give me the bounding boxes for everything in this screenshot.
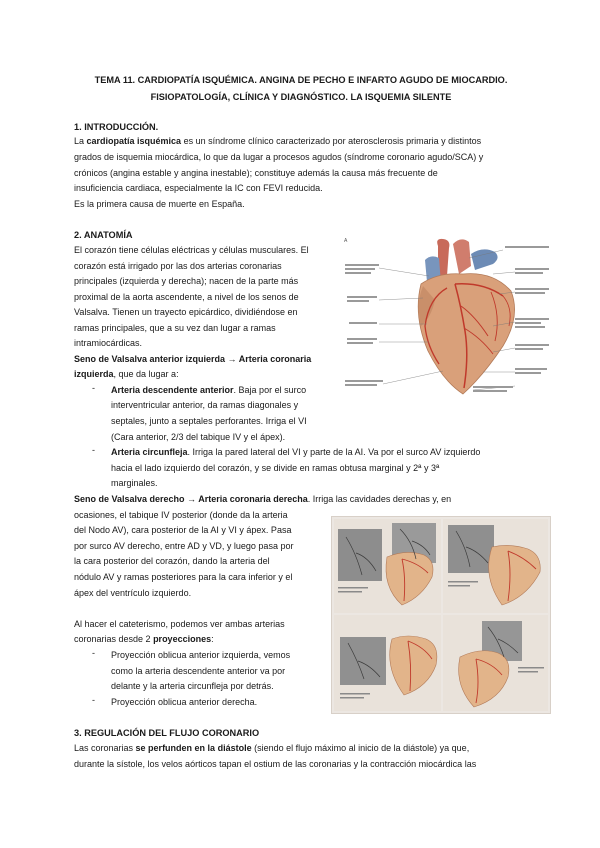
intro-line-3: crónicos (angina estable y angina inestable); constituye además la causa más frecuente de (74, 168, 438, 178)
anatomy-para-line-7: intramiocárdicas. (74, 338, 143, 348)
seno-derecho-line-7: ápex del ventrículo izquierdo. (74, 588, 192, 598)
bullet-dash: - (92, 648, 95, 658)
seno-izquierdo-line-1: Seno de Valsalva anterior izquierda → Arteria coronaria (74, 354, 312, 364)
circunfleja-line-1: Arteria circunfleja. Irriga la pared lateral del VI y parte de la AI. Va por el surco AV izquierdo (111, 447, 481, 457)
proyeccion-izq-line-1: Proyección oblicua anterior izquierda, vemos (111, 650, 291, 660)
anatomy-para-line-4: proximal de la aorta ascendente, a nivel de los senos de (74, 292, 299, 302)
anatomy-para-line-3: principales (izquierda y derecha); nacen de la parte más (74, 276, 299, 286)
seno-derecho-line-2: ocasiones, el tabique IV posterior (donde da la arteria (74, 510, 288, 520)
regulacion-line-1: Las coronarias se perfunden en la diástole (siendo el flujo máximo al inicio de la diástole) ya que, (74, 743, 470, 753)
bullet-dash: - (92, 383, 95, 393)
seno-derecho-line-4: por surco AV derecho, entre AD y VD, y luego pasa por (74, 541, 294, 551)
descendente-line-4: (Cara anterior, 2/3 del tabique IV y el ápex). (111, 432, 286, 442)
seno-derecho-line-5: la cara posterior del corazón, dando la arteria del (74, 556, 270, 566)
intro-line-5: Es la primera causa de muerte en España. (74, 199, 245, 209)
seno-derecho-line-6: nódulo AV y ramas posteriores para la cara inferior y el (74, 572, 293, 582)
intro-line-1: La cardiopatía isquémica es un síndrome clínico caracterizado por aterosclerosis primaria y distintos (74, 136, 482, 146)
descendente-line-2: interventricular anterior, da ramas diagonales y (111, 400, 299, 410)
descendente-line-1: Arteria descendente anterior. Baja por el surco (111, 385, 307, 395)
anatomy-para-line-6: ramas principales, que a su vez dan lugar a ramas (74, 323, 276, 333)
cateterismo-line-1: Al hacer el cateterismo, podemos ver ambas arterias (74, 619, 285, 629)
document-title: TEMA 11. CARDIOPATÍA ISQUÉMICA. ANGINA DE PECHO E INFARTO AGUDO DE MIOCARDIO. FISIOPATOLOGÍA, CLÍNICA Y DIAGNÓSTICO. LA ISQUEMIA SILENTE (94, 75, 508, 102)
anatomy-para-line-1: El corazón tiene células eléctricas y células musculares. El (74, 245, 309, 255)
intro-line-2: grados de isquemia miocárdica, lo que da lugar a procesos agudos (síndrome coronario agudo/SCA) y (74, 152, 484, 162)
intro-line-4: insuficiencia cardiaca, especialmente la IC con FEVI reducida. (74, 183, 323, 193)
angiography-illustration (332, 517, 550, 713)
figure-letter: A (344, 238, 348, 244)
circunfleja-line-3: marginales. (111, 478, 158, 488)
regulacion-line-2: durante la sístole, los velos aórticos tapan el ostium de las coronarias y la contracción miocárdica las (74, 759, 477, 769)
anatomy-para-line-5: Valsalva. Tienen un trayecto epicárdico, dividiéndose en (74, 307, 298, 317)
section-heading-introduccion: 1. INTRODUCCIÓN. (74, 122, 159, 132)
bullet-dash: - (92, 695, 95, 705)
proyeccion-izq-line-2: como la arteria descendente anterior va por (111, 666, 286, 676)
proyeccion-izq-line-3: delante y la arteria circunfleja por detrás. (111, 681, 274, 691)
proyeccion-der-line: Proyección oblicua anterior derecha. (111, 697, 258, 707)
seno-derecho-line-1: Seno de Valsalva derecho → Arteria coronaria derecha. Irriga las cavidades derechas y, en (74, 494, 452, 504)
bullet-dash: - (92, 445, 95, 455)
seno-izquierdo-line-2: izquierda, que da lugar a: (74, 369, 179, 379)
seno-derecho-line-3: del Nodo AV), cara posterior de la AI y VI y ápex. Pasa (74, 525, 292, 535)
heart-anatomy-figure (343, 236, 553, 401)
descendente-line-3: septales, junto a septales perforantes. Irriga el VI (111, 416, 307, 426)
angiography-projections-figure (331, 516, 551, 714)
heart-illustration (343, 236, 553, 401)
cateterismo-line-2: coronarias desde 2 proyecciones: (74, 634, 214, 644)
section-heading-regulacion: 3. REGULACIÓN DEL FLUJO CORONARIO (74, 728, 260, 738)
anatomy-para-line-2: corazón está irrigado por las dos arterias coronarias (74, 261, 282, 271)
circunfleja-line-2: hacia el lado izquierdo del corazón, y se divide en ramas obtusa marginal y 2ª y 3ª (111, 463, 440, 473)
section-heading-anatomia: 2. ANATOMÍA (74, 230, 133, 240)
